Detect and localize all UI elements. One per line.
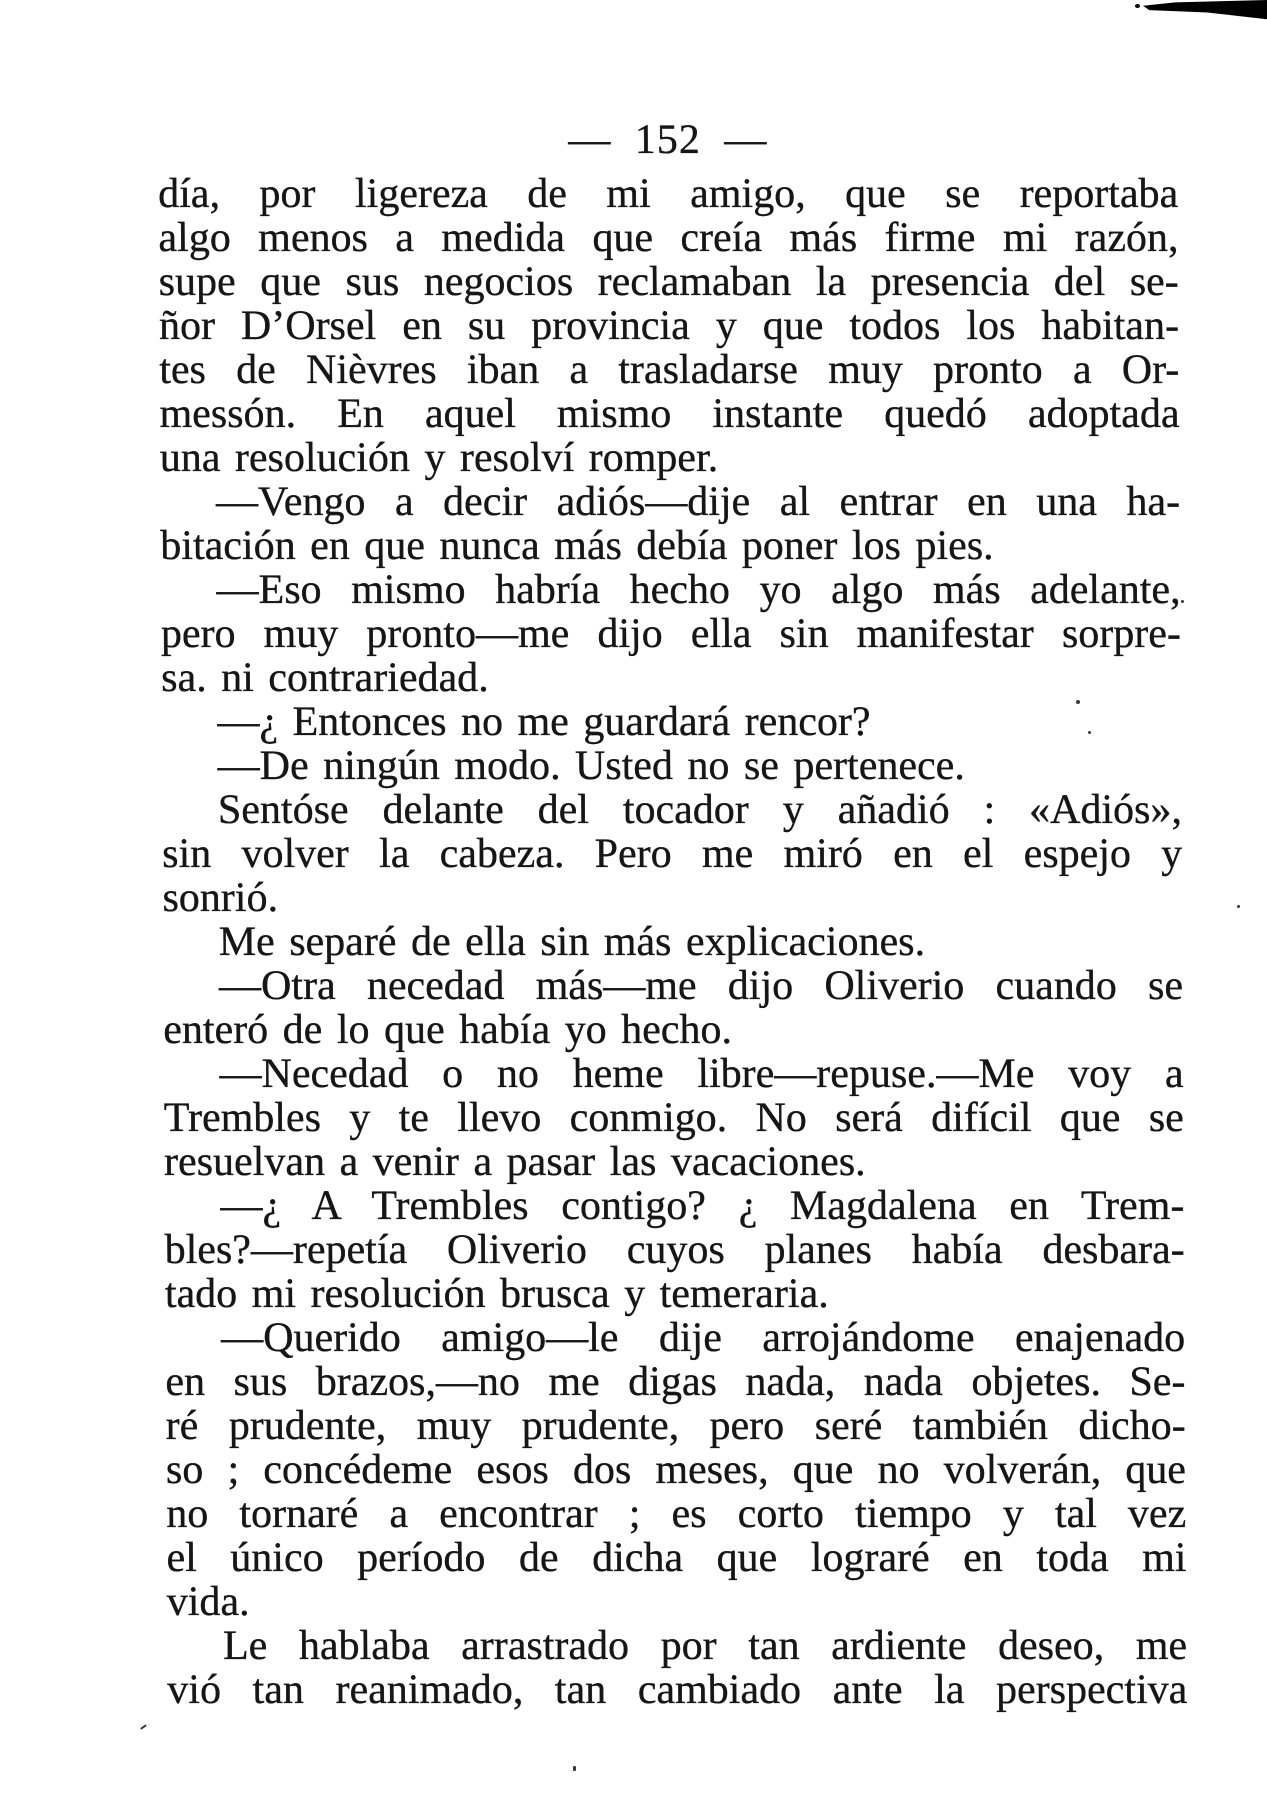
text-line: enteró de lo que había yo hecho. [163,1007,733,1053]
text-line: bitación en que nunca más debía poner los pies. [160,523,994,569]
text-line: —Otra necedad más—me dijo Oliverio cuando se [218,963,1184,1009]
text-line: —Eso mismo habría hecho yo algo más adelante, [216,567,1181,613]
text-line: tes de Nièvres iban a trasladarse muy pronto a Or- [159,347,1180,393]
body-text [158,172,1187,1712]
text-line: tado mi resolución brusca y temeraria. [164,1271,829,1317]
text-line: resuelvan a venir a pasar las vacaciones. [163,1139,866,1185]
text-line: ré prudente, muy prudente, pero seré también dicho- [165,1403,1186,1449]
text-line: Sentóse delante del tocador y añadió : «Adiós», [217,787,1183,833]
text-line: Le hablaba arrastrado por tan ardiente deseo, me [222,1623,1188,1669]
scan-speck [1237,905,1240,908]
text-line: vida. [166,1579,250,1625]
page-number: — 152 — [568,117,768,163]
text-line: ñor D’Orsel en su provincia y que todos los habitan- [158,303,1180,349]
text-line: bles?—repetía Oliverio cuyos planes había desbara- [164,1227,1185,1273]
text-line: pero muy pronto—me dijo ella sin manifestar sorpre- [160,611,1182,657]
scan-speck [1088,731,1091,734]
text-line: día, por ligereza de mi amigo, que se reportaba [158,171,1179,217]
text-line: algo menos a medida que creía más firme mi razón, [158,215,1179,261]
text-line: so ; concédeme esos dos meses, que no volverán, que [165,1447,1187,1493]
text-line: vió tan reanimado, tan cambiado ante la perspectiva [167,1667,1188,1713]
text-line: messón. En aquel mismo instante quedó adoptada [159,391,1180,437]
text-line: Trembles y te llevo conmigo. No será difícil que se [163,1095,1184,1141]
text-line: —Vengo a decir adiós—dije al entrar en una ha- [215,479,1181,525]
text-line: —Necedad o no heme libre—repuse.—Me voy a [219,1051,1184,1097]
scan-speck [1135,4,1140,8]
text-line: Me separé de ella sin más explicaciones. [218,919,926,965]
text-line: —Querido amigo—le dije arrojándome enajenado [221,1315,1186,1361]
text-line: el único período de dicha que lograré en toda mi [166,1535,1187,1581]
text-line: no tornaré a encontrar ; es corto tiempo y tal vez [166,1491,1187,1537]
text-line: sin volver la cabeza. Pero me miró en el espejo y [162,831,1183,877]
text-line: —¿ Entonces no me guardará rencor? [217,699,871,745]
scan-speck [573,1766,576,1771]
text-line: en sus brazos,—no me digas nada, nada objetes. Se- [165,1359,1186,1405]
text-line: supe que sus negocios reclamaban la presencia del se- [158,259,1179,305]
text-line: una resolución y resolví romper. [159,435,719,481]
text-line: sonrió. [162,875,279,921]
text-line: —De ningún modo. Usted no se pertenece. [217,743,965,789]
text-line: —¿ A Trembles contigo? ¿ Magdalena en Trem- [220,1183,1185,1229]
text-line: sa. ni contrariedad. [161,655,489,701]
scan-speck [1076,700,1080,704]
scan-speck [1181,600,1184,603]
